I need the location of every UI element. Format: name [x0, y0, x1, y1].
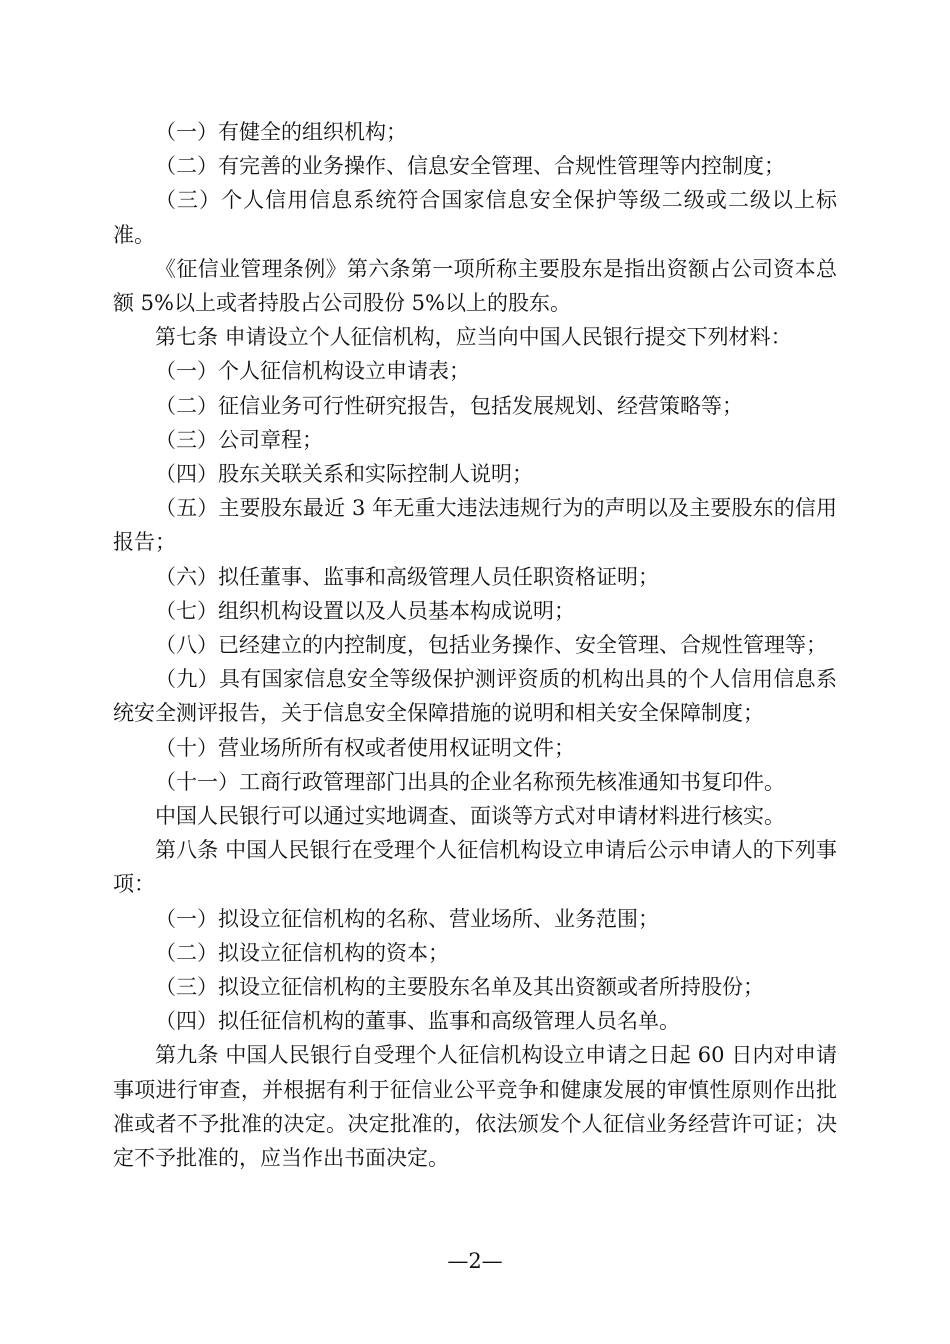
paragraph-item-2-internal-controls: （二）有完善的业务操作、信息安全管理、合规性管理等内控制度；	[155, 154, 785, 179]
paragraph-article-9: 第九条 中国人民银行自受理个人征信机构设立申请之日起 60 日内对申请事项进行审查，并根据有利于征信业公平竞争和健康发展的审慎性原则作出批准或者不予批准的决定。决定批准的，依法颁发个人征信业务经营许可证；决定不予批准的，应当作出书面决定。	[113, 1043, 837, 1171]
paragraph-article-7-item-9: （九）具有国家信息安全等级保护测评资质的机构出具的个人信用信息系统安全测评报告，关于信息安全保障措施的说明和相关安全保障制度；	[113, 667, 837, 726]
paragraph-article-7-item-4: （四）股东关联关系和实际控制人说明；	[155, 462, 533, 487]
paragraph-major-shareholder-definition: 《征信业管理条例》第六条第一项所称主要股东是指出资额占公司资本总额 5%以上或者持股占公司股份 5%以上的股东。	[113, 256, 837, 316]
paragraph-article-8-item-2: （二）拟设立征信机构的资本；	[155, 940, 449, 965]
paragraph-verification-note: 中国人民银行可以通过实地调查、面谈等方式对申请材料进行核实。	[155, 804, 785, 829]
paragraph-article-8: 第八条 中国人民银行在受理个人征信机构设立申请后公示申请人的下列事项：	[113, 838, 837, 897]
paragraph-article-7-item-7: （七）组织机构设置以及人员基本构成说明；	[155, 598, 575, 623]
paragraph-article-7-item-11: （十一）工商行政管理部门出具的企业名称预先核准通知书复印件。	[155, 769, 785, 794]
page-number: —2—	[447, 1249, 503, 1273]
paragraph-article-7-item-1: （一）个人征信机构设立申请表；	[155, 359, 470, 384]
paragraph-article-7-item-3: （三）公司章程；	[155, 427, 323, 452]
document-body	[113, 115, 837, 1175]
paragraph-item-3-security-level: （三）个人信用信息系统符合国家信息安全保护等级二级或二级以上标准。	[113, 188, 837, 247]
paragraph-article-7: 第七条 申请设立个人征信机构，应当向中国人民银行提交下列材料：	[155, 325, 792, 350]
paragraph-article-7-item-8: （八）已经建立的内控制度，包括业务操作、安全管理、合规性管理等；	[155, 633, 827, 658]
paragraph-article-8-item-3: （三）拟设立征信机构的主要股东名单及其出资额或者所持股份；	[155, 975, 764, 1000]
paragraph-article-7-item-5: （五）主要股东最近 3 年无重大违法违规行为的声明以及主要股东的信用报告；	[113, 496, 837, 555]
paragraph-article-7-item-2: （二）征信业务可行性研究报告，包括发展规划、经营策略等；	[155, 393, 743, 418]
paragraph-item-1-org-structure: （一）有健全的组织机构；	[155, 120, 407, 144]
paragraph-article-7-item-6: （六）拟任董事、监事和高级管理人员任职资格证明；	[155, 564, 659, 589]
paragraph-article-8-item-1: （一）拟设立征信机构的名称、营业场所、业务范围；	[155, 906, 659, 931]
paragraph-article-8-item-4: （四）拟任征信机构的董事、监事和高级管理人员名单。	[155, 1009, 680, 1034]
paragraph-article-7-item-10: （十）营业场所所有权或者使用权证明文件；	[155, 735, 575, 760]
